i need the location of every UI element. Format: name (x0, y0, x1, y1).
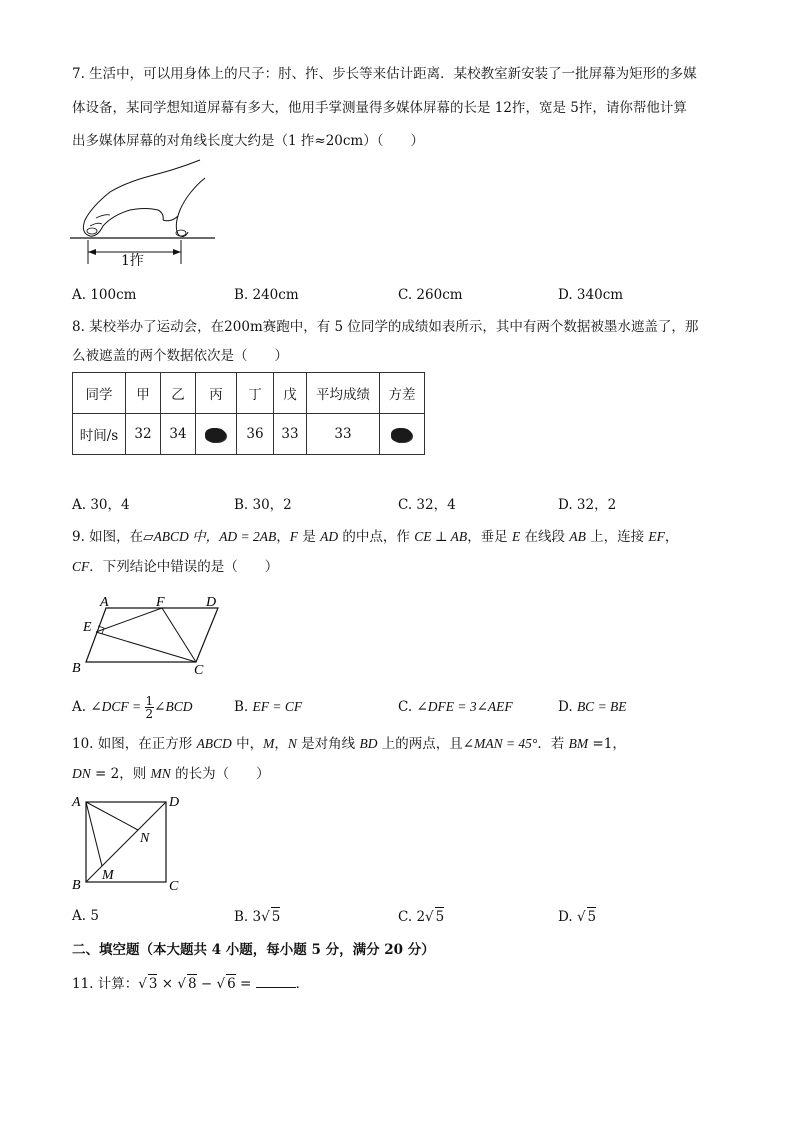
table-cell-ink-blot (380, 414, 425, 455)
q8-option-d[interactable]: D. 32，2 (558, 497, 617, 513)
table-row-label: 时间/s (73, 414, 126, 455)
vertex-label-c: C (194, 663, 204, 678)
q7-text-line2: 体设备，某同学想知道屏幕有多大，他用手掌测量得多媒体屏幕的长是 12拃，宽是 5拃，请你帮他计算 (72, 100, 687, 116)
q7-option-c[interactable]: C. 260cm (398, 287, 463, 303)
table-cell: 32 (126, 414, 161, 455)
q10-square-figure (70, 792, 190, 896)
point-label-m: M (102, 868, 114, 883)
vertex-label-f: F (156, 595, 165, 610)
q8-text-line1: 8. 某校举办了运动会，在200m赛跑中，有 5 位同学的成绩如表所示，其中有两个数据被墨水遮盖了，那 (72, 319, 699, 335)
table-cell: 33 (274, 414, 307, 455)
q9-option-b[interactable]: B. EF = CF (234, 699, 303, 715)
table-row (73, 414, 425, 455)
q8-score-table (72, 372, 425, 455)
vertex-label-a: A (72, 795, 81, 810)
table-header-cell: 方差 (380, 373, 425, 414)
q9-parallelogram-figure (70, 590, 230, 680)
hand-span-figure (70, 158, 220, 273)
answer-blank[interactable] (256, 987, 296, 988)
vertex-label-b: B (72, 661, 81, 676)
vertex-label-b: B (72, 878, 81, 893)
ink-blot-icon (206, 428, 226, 442)
vertex-label-a: A (100, 595, 109, 610)
q9-text-line1: 9. 如图，在▱ABCD 中，AD = 2AB，F 是 AD 的中点，作 CE ⊥ AB，垂足 E 在线段 AB 上，连接 EF， (72, 529, 679, 545)
section-2-title: 二、填空题（本大题共 4 小题，每小题 5 分，满分 20 分） (72, 942, 435, 958)
vertex-label-e: E (83, 620, 92, 635)
table-header-cell: 戊 (274, 373, 307, 414)
q8-option-a[interactable]: A. 30，4 (72, 497, 130, 513)
q10-option-a[interactable]: A. 5 (72, 908, 99, 924)
vertex-label-d: D (206, 595, 217, 610)
vertex-label-c: C (169, 879, 179, 894)
q8-option-c[interactable]: C. 32，4 (398, 497, 456, 513)
table-cell: 36 (237, 414, 274, 455)
q9-option-a[interactable]: A. ∠DCF = $\frac{1}{2}$ ∠BCD (72, 694, 193, 721)
table-header-cell: 平均成绩 (307, 373, 380, 414)
q10-option-d[interactable]: D. √ 5 (558, 909, 597, 925)
table-header-row (73, 373, 425, 414)
q7-text-line3: 出多媒体屏幕的对角线长度大约是（1 拃≈20cm）（ ） (72, 133, 424, 149)
table-header-cell: 同学 (73, 373, 126, 414)
table-cell-ink-blot (196, 414, 237, 455)
q7-option-d[interactable]: D. 340cm (558, 287, 624, 303)
parallelogram-icon: ▱ (143, 529, 154, 545)
q9-option-c[interactable]: C. ∠DFE = 3∠AEF (398, 699, 513, 715)
point-label-n: N (140, 831, 150, 846)
q7-text-line1: 7. 生活中，可以用身体上的尺子：肘、拃、步长等来估计距离．某校教室新安装了一批屏幕为矩形的多媒 (72, 66, 697, 82)
ink-blot-icon (392, 428, 412, 442)
q10-option-b[interactable]: B. 3√ 5 (234, 909, 281, 925)
table-header-cell: 甲 (126, 373, 161, 414)
hand-span-label: 1拃 (121, 253, 144, 269)
q8-option-b[interactable]: B. 30，2 (234, 497, 292, 513)
q9-text-line2: CF．下列结论中错误的是（ ） (72, 559, 279, 575)
q10-text-line1: 10. 如图，在正方形 ABCD 中，M，N 是对角线 BD 上的两点，且∠MAN = 45°．若 BM =1， (72, 736, 626, 752)
table-cell: 33 (307, 414, 380, 455)
table-header-cell: 丁 (237, 373, 274, 414)
table-header-cell: 丙 (196, 373, 237, 414)
vertex-label-d: D (169, 795, 180, 810)
q7-option-b[interactable]: B. 240cm (234, 287, 299, 303)
q10-option-c[interactable]: C. 2√ 5 (398, 909, 445, 925)
q7-option-a[interactable]: A. 100cm (72, 287, 137, 303)
q11-text: 11. 计算：√ 3 × √ 8 − √ 6 = ． (72, 976, 310, 992)
q10-text-line2: DN = 2，则 MN 的长为（ ） (72, 766, 270, 782)
table-cell: 34 (161, 414, 196, 455)
q8-text-line2: 么被遮盖的两个数据依次是（ ） (72, 348, 288, 364)
table-header-cell: 乙 (161, 373, 196, 414)
q9-option-d[interactable]: D. BC = BE (558, 699, 627, 715)
